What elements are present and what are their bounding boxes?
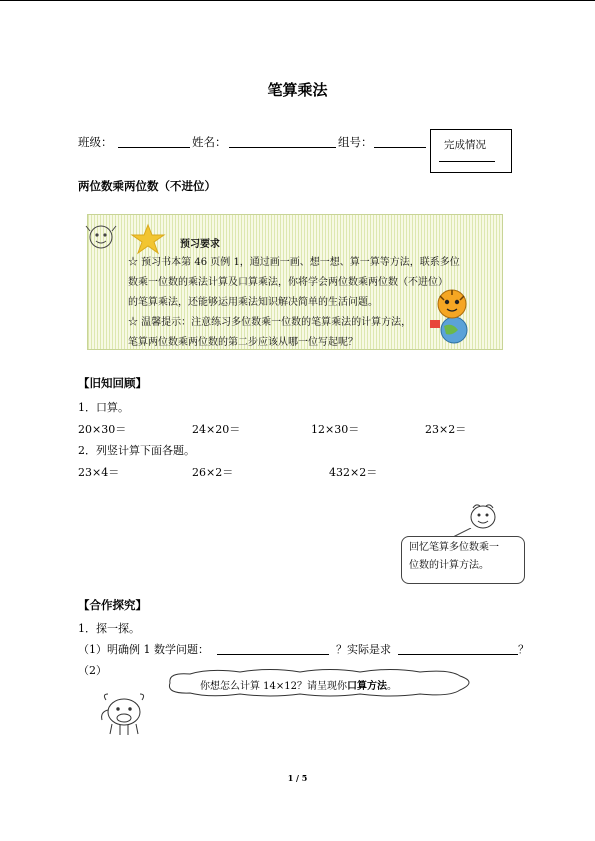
cloud-text (200, 677, 397, 692)
explore-heading: 【合作探究】 (78, 598, 147, 612)
completion-label: 完成情况 (444, 139, 486, 151)
top-rule (0, 0, 595, 1)
page-title: 笔算乘法 (267, 81, 328, 99)
doodle-icon (83, 222, 119, 252)
name-blank[interactable] (229, 134, 336, 148)
banner-line-3: 的笔算乘法，还能够运用乘法知识解决简单的生活问题。 (128, 297, 378, 308)
name-label: 姓名： (192, 135, 227, 149)
class-label: 班级： (78, 135, 113, 149)
banner-line-1: ☆ 预习书本第 46 页例 1，通过画一画、想一想、算一算等方法，联系多位 (128, 257, 460, 268)
cow-icon (98, 690, 150, 738)
section-heading: 两位数乘两位数（不进位） (78, 179, 216, 193)
review-q2: 2．列竖计算下面各题。 (78, 444, 195, 457)
completion-blank[interactable] (439, 161, 495, 162)
star-icon (128, 223, 168, 255)
hint-bubble (401, 536, 525, 584)
banner-line-2: 数乘一位数的乘法计算及口算乘法，你将学会两位数乘两位数（不进位） (128, 277, 448, 288)
review-heading: 【旧知回顾】 (78, 376, 147, 390)
banner-line-4: ☆ 温馨提示：注意练习多位数乘一位数的笔算乘法的计算方法， (128, 317, 412, 328)
hint-line-1: 回忆笔算多位数乘一 (409, 542, 499, 553)
group-label: 组号： (338, 135, 373, 149)
math-question-blank[interactable] (217, 641, 329, 655)
vertical-item-1: 23×4＝ (78, 466, 120, 479)
banner-line-5: 笔算两位数乘两位数的第二步应该从哪一位写起呢？ (128, 337, 358, 348)
class-blank[interactable] (118, 134, 190, 148)
explore-sub1-end: ？ (518, 643, 529, 656)
explore-sub1-prefix: （1）明确例 1 数学问题： (78, 643, 209, 656)
cloud-text-b: 口算方法 (347, 681, 388, 692)
explore-sub2: （2） (78, 664, 107, 677)
explore-sub1-mid: ？实际是求 (336, 643, 391, 656)
hint-line-2: 位数的计算方法。 (409, 560, 489, 571)
banner-title: 预习要求 (180, 239, 220, 250)
page-number: 1 / 5 (287, 773, 308, 783)
oral-item-3: 12×30＝ (311, 423, 360, 436)
vertical-item-2: 26×2＝ (192, 466, 234, 479)
review-q1: 1．口算。 (78, 401, 129, 414)
group-blank[interactable] (374, 134, 426, 148)
vertical-item-3: 432×2＝ (329, 466, 378, 479)
oral-item-2: 24×20＝ (192, 423, 241, 436)
actual-request-blank[interactable] (398, 641, 518, 655)
tiger-globe-icon (422, 286, 480, 344)
completion-box (430, 129, 512, 173)
oral-item-1: 20×30＝ (78, 423, 127, 436)
explore-q1: 1．探一探。 (78, 622, 140, 635)
cloud-text-a: 你想怎么计算 14×12？请呈现你 (200, 681, 348, 692)
cloud-text-c: 。 (387, 681, 398, 692)
oral-item-4: 23×2＝ (425, 423, 467, 436)
